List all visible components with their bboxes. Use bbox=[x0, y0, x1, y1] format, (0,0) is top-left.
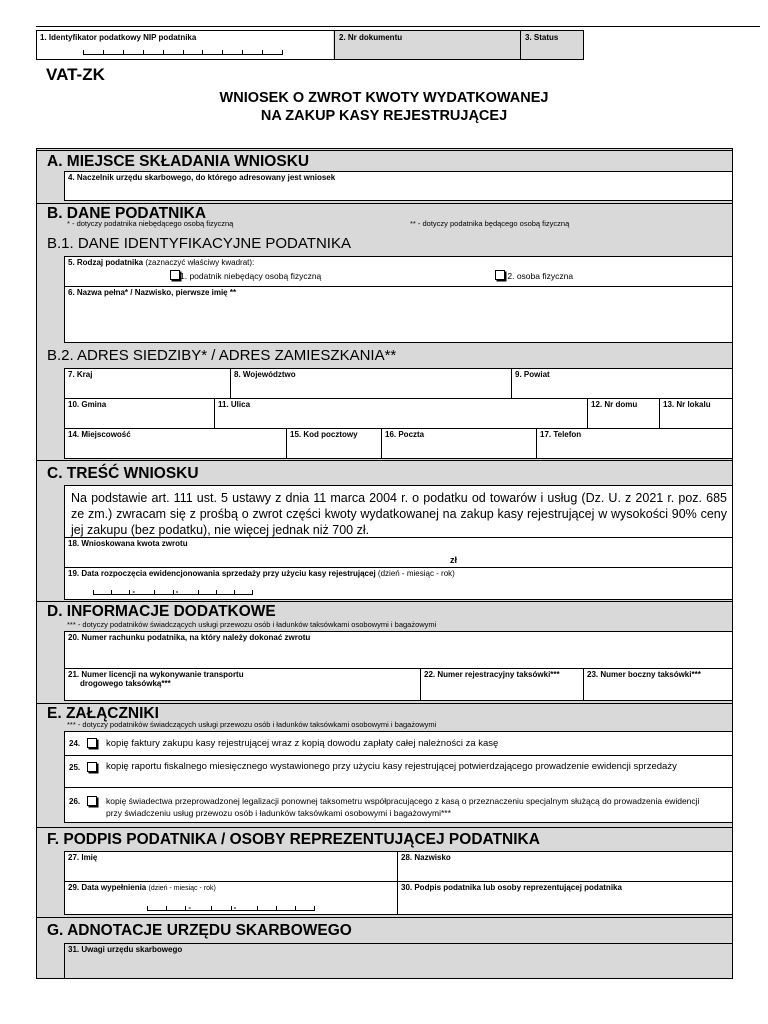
nip-ticks bbox=[83, 49, 283, 55]
last-name-label: 28. Nazwisko bbox=[401, 853, 451, 862]
bank-account-field[interactable] bbox=[64, 631, 733, 669]
note-legal-entity: * - dotyczy podatnika niebędącego osobą fizyczną bbox=[67, 219, 234, 228]
option-natural-person-label: 2. osoba fizyczna bbox=[507, 271, 574, 281]
option-natural-person[interactable] bbox=[495, 270, 573, 281]
full-name-field[interactable] bbox=[64, 286, 733, 343]
taxi-side-nr-label: 23. Numer boczny taksówki*** bbox=[587, 670, 701, 679]
attachment-24 bbox=[64, 731, 733, 756]
street-field[interactable] bbox=[214, 398, 588, 429]
tax-office-field[interactable] bbox=[64, 171, 733, 201]
taxpayer-type-field bbox=[64, 256, 733, 287]
first-name-field[interactable] bbox=[64, 851, 398, 882]
start-date-hint: (dzień - miesiąc - rok) bbox=[377, 569, 455, 578]
section-c-top bbox=[36, 460, 733, 461]
request-text: Na podstawie art. 111 ust. 5 ustawy z dnia 11 marca 2004 r. o podatku od towarów i usług (Dz. U. z 2021 r. poz. 685 ze zm.) zwracam się z prośbą o zwrot części kwoty wydatkowanej na zakup kasy rejestrującej w wysokości 90% ceny jej zakupu (bez podatku), nie więcej jednak niż 700 zł. bbox=[71, 491, 727, 537]
section-d-title: D. INFORMACJE DODATKOWE bbox=[47, 603, 276, 620]
attachment-25-checkbox[interactable] bbox=[87, 762, 97, 772]
attachment-24-text: kopię faktury zakupu kasy rejestrującej wraz z kopią dowodu zapłaty całej należności za kasę bbox=[106, 738, 499, 749]
municipality-label: 10. Gmina bbox=[68, 400, 107, 409]
voivodeship-field[interactable] bbox=[230, 368, 512, 399]
checkbox-legal-entity[interactable] bbox=[170, 270, 180, 280]
section-g-top bbox=[36, 917, 733, 918]
section-b-title: B. DANE PODATNIKA bbox=[47, 205, 207, 222]
last-name-field[interactable] bbox=[397, 851, 733, 882]
county-field[interactable] bbox=[511, 368, 733, 399]
postal-code-field[interactable] bbox=[286, 428, 382, 459]
section-c-title: C. TREŚĆ WNIOSKU bbox=[47, 465, 199, 482]
fill-date-ticks: - - bbox=[147, 905, 315, 911]
refund-amount-field[interactable] bbox=[64, 537, 733, 568]
section-a-top bbox=[36, 150, 733, 151]
start-date-field[interactable] bbox=[64, 567, 733, 600]
checkbox-natural-person[interactable] bbox=[495, 270, 505, 280]
apartment-nr-field[interactable] bbox=[659, 398, 733, 429]
locality-label: 14. Miejscowość bbox=[68, 430, 131, 439]
section-b-top bbox=[36, 203, 733, 204]
status-field bbox=[520, 31, 583, 59]
top-rule bbox=[36, 26, 760, 27]
attachment-26 bbox=[64, 787, 733, 823]
option-legal-entity-label: 1. podatnik niebędący osobą fizyczną bbox=[180, 271, 322, 281]
section-f-top bbox=[36, 827, 733, 828]
taxi-registration-label: 22. Numer rejestracyjny taksówki*** bbox=[424, 670, 560, 679]
house-nr-label: 12. Nr domu bbox=[591, 400, 638, 409]
attachment-26-text: kopię świadectwa przeprowadzonej legalizacji ponownej taksometru współpracującego z kasą o przeznaczeniu specjalnym służącą do prowadzenia ewidencji przy świadczeniu usług przewozu osób i ładunków taksówkami osobowymi i bagażowymi*** bbox=[106, 796, 700, 818]
form-title-line1: WNIOSEK O ZWROT KWOTY WYDATKOWANEJ bbox=[219, 90, 549, 106]
section-b1-title: B.1. DANE IDENTYFIKACYJNE PODATNIKA bbox=[47, 235, 351, 252]
street-label: 11. Ulica bbox=[218, 400, 251, 409]
taxi-side-nr-field[interactable] bbox=[583, 668, 733, 701]
taxi-license-label-1: 21. Numer licencji na wykonywanie transportu bbox=[68, 670, 244, 679]
note-natural-person: ** - dotyczy podatnika będącego osobą fizyczną bbox=[410, 219, 570, 228]
signature-label: 30. Podpis podatnika lub osoby reprezentującej podatnika bbox=[401, 883, 622, 892]
section-e-title: E. ZAŁĄCZNIKI bbox=[47, 705, 159, 722]
section-f-title: F. PODPIS PODATNIKA / OSOBY REPREZENTUJĄCEJ PODATNIKA bbox=[47, 831, 540, 848]
form-code: VAT-ZK bbox=[46, 65, 105, 84]
full-name-label: 6. Nazwa pełna* / Nazwisko, pierwsze imię ** bbox=[68, 288, 237, 297]
taxpayer-type-hint: (zaznaczyć właściwy kwadrat): bbox=[145, 258, 255, 267]
attachment-24-num: 24. bbox=[69, 739, 81, 748]
taxi-license-label-2: drogowego taksówką*** bbox=[80, 679, 171, 689]
section-e-top bbox=[36, 703, 733, 704]
start-date-ticks: - - bbox=[93, 589, 253, 595]
taxi-license-field[interactable] bbox=[64, 668, 421, 701]
tax-office-label: 4. Naczelnik urzędu skarbowego, do którego adresowany jest wniosek bbox=[68, 173, 336, 182]
refund-amount-label: 18. Wnioskowana kwota zwrotu bbox=[68, 539, 188, 548]
fill-date-field[interactable] bbox=[64, 881, 398, 915]
post-office-field[interactable] bbox=[381, 428, 537, 459]
locality-field[interactable] bbox=[64, 428, 287, 459]
postal-code-label: 15. Kod pocztowy bbox=[290, 430, 358, 439]
office-remarks-label: 31. Uwagi urzędu skarbowego bbox=[68, 945, 183, 954]
nip-field[interactable] bbox=[37, 31, 333, 59]
attachment-25-num: 25. bbox=[69, 763, 81, 772]
attachment-25-text: kopię raportu fiskalnego miesięcznego wystawionego przy użyciu kasy rejestrującej potwierdzającego prowadzenie ewidencji sprzedaży bbox=[106, 761, 677, 772]
phone-field[interactable] bbox=[536, 428, 733, 459]
county-label: 9. Powiat bbox=[515, 370, 550, 379]
doc-nr-label: 2. Nr dokumentu bbox=[339, 33, 403, 42]
apartment-nr-label: 13. Nr lokalu bbox=[663, 400, 711, 409]
attachment-24-checkbox[interactable] bbox=[87, 738, 97, 748]
section-b2-title: B.2. ADRES SIEDZIBY* / ADRES ZAMIESZKANIA** bbox=[47, 347, 397, 364]
office-remarks-field bbox=[64, 943, 733, 979]
section-d-top bbox=[36, 601, 733, 602]
attachment-26-num: 26. bbox=[69, 797, 81, 806]
taxi-registration-field[interactable] bbox=[420, 668, 584, 701]
post-office-label: 16. Poczta bbox=[385, 430, 425, 439]
fill-date-label: 29. Data wypełnienia bbox=[68, 883, 147, 892]
taxpayer-type-label: 5. Rodzaj podatnika bbox=[68, 258, 144, 267]
attachment-25 bbox=[64, 755, 733, 788]
currency-label: zł bbox=[450, 555, 458, 565]
status-label: 3. Status bbox=[525, 33, 559, 42]
nip-label: 1. Identyfikator podatkowy NIP podatnika bbox=[40, 33, 197, 42]
fill-date-hint: (dzień - miesiąc - rok) bbox=[148, 885, 216, 892]
section-a-title: A. MIEJSCE SKŁADANIA WNIOSKU bbox=[47, 153, 310, 170]
section-e-note: *** - dotyczy podatników świadczących usługi przewozu osób i ładunków taksówkami osobowymi i bagażowymi bbox=[67, 720, 437, 729]
municipality-field[interactable] bbox=[64, 398, 215, 429]
phone-label: 17. Telefon bbox=[540, 430, 582, 439]
signature-field[interactable] bbox=[397, 881, 733, 915]
attachment-26-checkbox[interactable] bbox=[87, 796, 97, 806]
request-text-box bbox=[64, 485, 733, 538]
voivodeship-label: 8. Województwo bbox=[234, 370, 296, 379]
first-name-label: 27. Imię bbox=[68, 853, 98, 862]
country-field[interactable] bbox=[64, 368, 231, 399]
country-label: 7. Kraj bbox=[68, 370, 93, 379]
form-title-line2: NA ZAKUP KASY REJESTRUJĄCEJ bbox=[260, 108, 508, 124]
section-g-title: G. ADNOTACJE URZĘDU SKARBOWEGO bbox=[47, 922, 352, 939]
section-d-note: *** - dotyczy podatników świadczących usługi przewozu osób i ładunków taksówkami osobowymi i bagażowymi bbox=[67, 620, 437, 629]
bank-account-label: 20. Numer rachunku podatnika, na który należy dokonać zwrotu bbox=[68, 633, 311, 642]
start-date-label: 19. Data rozpoczęcia ewidencjonowania sprzedaży przy użyciu kasy rejestrującej bbox=[68, 569, 376, 578]
option-legal-entity[interactable] bbox=[170, 270, 321, 281]
doc-nr-field bbox=[334, 31, 520, 59]
house-nr-field[interactable] bbox=[587, 398, 660, 429]
